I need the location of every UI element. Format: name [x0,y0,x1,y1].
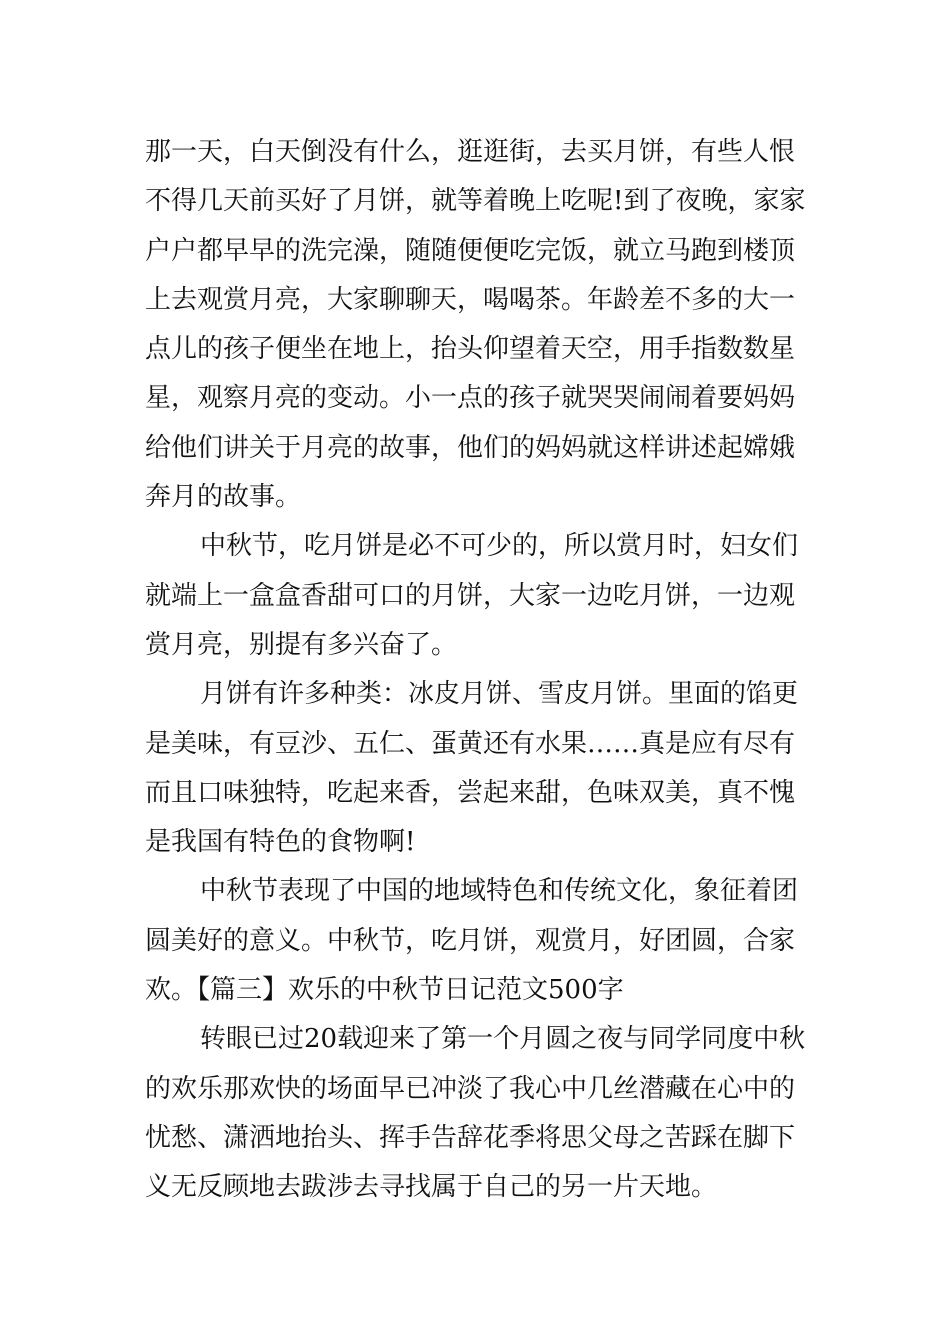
paragraph-first-line: 中秋节表现了中国的地域特色和传统文化，象征着团 [200,876,799,907]
text-line: 是美味，有豆沙、五仁、蛋黄还有水果……真是应有尽有 [145,728,796,759]
paragraph-first-line: 中秋节，吃月饼是必不可少的，所以赏月时，妇女们 [200,531,799,562]
text-line: 而且口味独特，吃起来香，尝起来甜，色味双美，真不愧 [145,777,796,808]
text-line: 圆美好的意义。中秋节，吃月饼，观赏月，好团圆，合家 [145,925,796,956]
text-line: 赏月亮，别提有多兴奋了。 [145,629,458,660]
text-line: 欢。【篇三】欢乐的中秋节日记范文500字 [145,975,624,1006]
text-line: 奔月的故事。 [145,482,302,513]
paragraph-first-line: 转眼已过20载迎来了第一个月圆之夜与同学同度中秋 [200,1024,806,1055]
text-line: 那一天，白天倒没有什么，逛逛街，去买月饼，有些人恨 [145,137,796,167]
text-line: 是我国有特色的食物啊! [145,827,416,858]
text-line: 星，观察月亮的变动。小一点的孩子就哭哭闹闹着要妈妈 [145,383,796,414]
text-line: 点儿的孩子便坐在地上，抬头仰望着天空，用手指数数星 [145,334,796,365]
text-line: 就端上一盒盒香甜可口的月饼，大家一边吃月饼，一边观 [145,580,796,611]
paragraph-first-line: 月饼有许多种类：冰皮月饼、雪皮月饼。里面的馅更 [200,679,799,710]
text-line: 给他们讲关于月亮的故事，他们的妈妈就这样讲述起嫦娥 [145,432,796,463]
text-line: 的欢乐那欢快的场面早已冲淡了我心中几丝潜藏在心中的 [145,1073,796,1104]
text-line: 户户都早早的洗完澡，随随便便吃完饭，就立马跑到楼顶 [145,235,796,266]
text-line: 义无反顾地去跋涉去寻找属于自己的另一片天地。 [145,1172,718,1203]
text-line: 上去观赏月亮，大家聊聊天，喝喝茶。年龄差不多的大一 [145,284,796,315]
text-line: 不得几天前买好了月饼，就等着晚上吃呢!到了夜晚，家家 [145,186,806,217]
text-line: 忧愁、潇洒地抬头、挥手告辞花季将思父母之苦踩在脚下 [145,1122,796,1153]
document-body [145,128,810,1213]
